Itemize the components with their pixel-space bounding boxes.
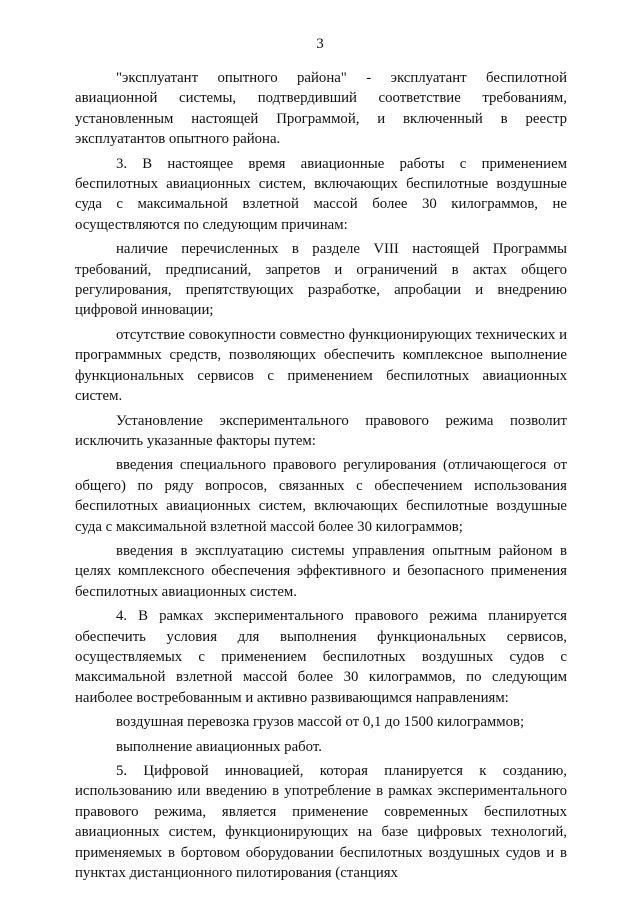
paragraph-reason-requirements: наличие перечисленных в разделе VIII настоящей Программы требований, предписаний, запретов и ограничений в актах общего регулирования, препятствующих разработке, апробации и внедрению цифровой инновации; (75, 241, 567, 319)
page-number: 3 (316, 36, 324, 52)
paragraph-operator-definition: "эксплуатант опытного района" - эксплуатант беспилотной авиационной системы, подтвердивший соответствие требованиям, установленным настоящей Программой, и включенный в реестр эксплуатантов опытного района. (75, 70, 567, 148)
paragraph-control-system: введения в эксплуатацию системы управления опытным районом в целях комплексного обеспечения эффективного и безопасного применения беспилотных авиационных систем. (75, 542, 567, 600)
paragraph-special-regulation: введения специального правового регулирования (отличающегося от общего) по ряду вопросов, связанных с обеспечением использования беспилотных авиационных систем, включающих беспилотные воздушные суда с максимальной взлетной массой более 30 килограммов; (75, 457, 567, 535)
paragraph-reason-systems: отсутствие совокупности совместно функционирующих технических и программных средств, позволяющих обеспечить комплексное выполнение функциональных сервисов с применением беспилотных авиационных систем. (75, 326, 567, 405)
paragraph-cargo-transport: воздушная перевозка грузов массой от 0,1 до 1500 килограммов; (116, 714, 525, 731)
document-body (75, 68, 567, 887)
paragraph-regime-establishment: Установление экспериментального правового режима позволит исключить указанные факторы путем: (75, 412, 567, 449)
paragraph-item-5: 5. Цифровой инновацией, которая планируется к созданию, использованию или введению в употребление в рамках экспериментального правового режима, является применение современных беспилотных авиационных систем, функционирующих на базе цифровых технологий, применяемых в бортовом оборудовании беспилотных воздушных судов и в пунктах дистанционного пилотирования (станциях (75, 763, 567, 882)
paragraph-aviation-works: выполнение авиационных работ. (116, 738, 322, 755)
paragraph-item-3: 3. В настоящее время авиационные работы с применением беспилотных авиационных систем, включающих беспилотные воздушные суда с максимальной взлетной массой более 30 килограммов, не осуществляются по следующим причинам: (75, 155, 567, 233)
paragraph-item-4: 4. В рамках экспериментального правового режима планируется обеспечить условия для выполнения функциональных сервисов, осуществляемых с применением беспилотных воздушных судов с максимальной взлетной массой более 30 килограммов, по следующим наиболее востребованным и активно развивающимся направлениям: (75, 608, 567, 706)
